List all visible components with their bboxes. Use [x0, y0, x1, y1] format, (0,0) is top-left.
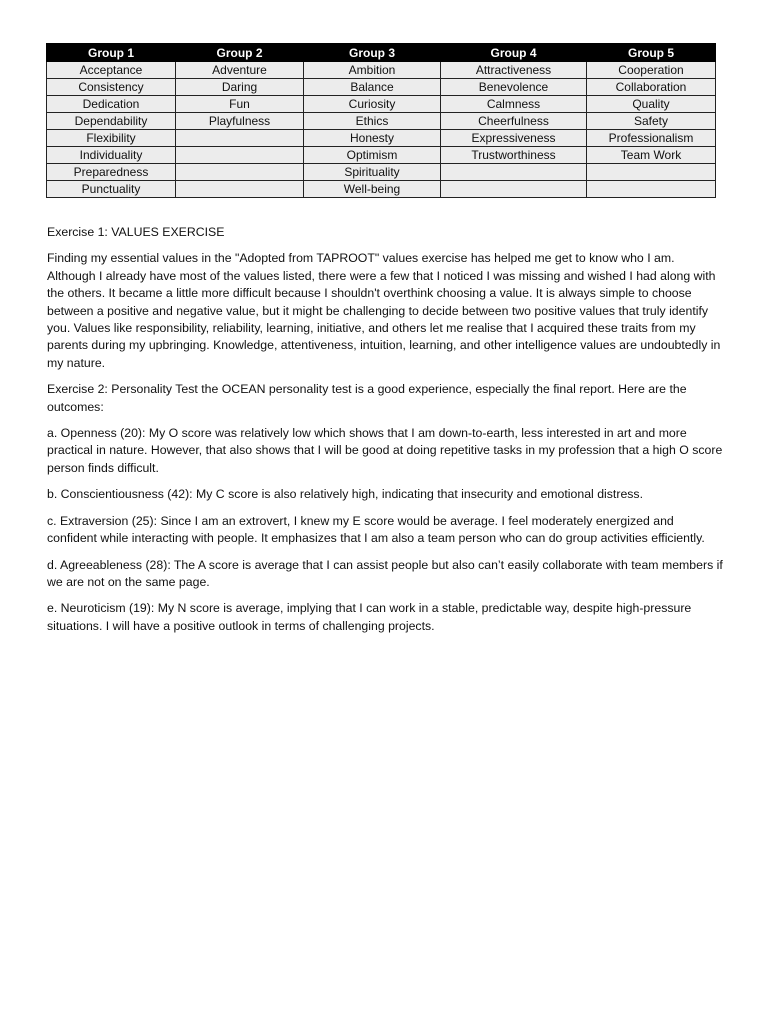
table-cell: Ambition — [304, 62, 441, 79]
table-cell: Fun — [176, 96, 304, 113]
table-cell: Punctuality — [47, 181, 176, 198]
table-cell — [441, 181, 587, 198]
table-cell: Cooperation — [587, 62, 716, 79]
table-cell: Optimism — [304, 147, 441, 164]
table-cell: Well-being — [304, 181, 441, 198]
table-cell: Curiosity — [304, 96, 441, 113]
table-cell: Dependability — [47, 113, 176, 130]
header-group-1: Group 1 — [47, 44, 176, 62]
table-cell — [587, 181, 716, 198]
exercise1-heading: Exercise 1: VALUES EXERCISE — [47, 225, 225, 239]
table-cell: Daring — [176, 79, 304, 96]
document-body — [47, 224, 723, 644]
table-cell: Safety — [587, 113, 716, 130]
table-cell: Attractiveness — [441, 62, 587, 79]
table-row — [47, 79, 716, 96]
table-row — [47, 130, 716, 147]
table-cell — [441, 164, 587, 181]
header-group-2: Group 2 — [176, 44, 304, 62]
table-cell: Dedication — [47, 96, 176, 113]
table-cell: Balance — [304, 79, 441, 96]
table-row — [47, 147, 716, 164]
header-group-3: Group 3 — [304, 44, 441, 62]
table-cell — [176, 130, 304, 147]
header-group-4: Group 4 — [441, 44, 587, 62]
table-cell: Calmness — [441, 96, 587, 113]
conscientiousness-paragraph: b. Conscientiousness (42): My C score is also relatively high, indicating that insecurity and emotional distress. — [47, 487, 643, 502]
table-row — [47, 62, 716, 79]
table-row — [47, 181, 716, 198]
exercise1-paragraph: Finding my essential values in the "Adopted from TAPROOT" values exercise has helped me get to know who I am. Although I already have most of the values listed, there were a few that I noticed I was missing and wished I had along with the others. It became a little more difficult because I shouldn't overthink choosing a value. It is always simple to choose between a positive and negative value, but it might be challenging to decide between two positive values that truly identify you. Values like responsibility, reliability, learning, initiative, and others let me realise that I acquired these traits from my parents during my upbringing. Knowledge, attentiveness, intuition, learning, and other intelligence values are undoubtedly in my nature. — [47, 251, 721, 370]
table-cell: Quality — [587, 96, 716, 113]
header-group-5: Group 5 — [587, 44, 716, 62]
table-cell: Adventure — [176, 62, 304, 79]
table-cell: Professionalism — [587, 130, 716, 147]
table-cell: Benevolence — [441, 79, 587, 96]
table-row — [47, 96, 716, 113]
table-cell: Honesty — [304, 130, 441, 147]
table-cell — [176, 181, 304, 198]
table-cell: Expressiveness — [441, 130, 587, 147]
table-cell: Ethics — [304, 113, 441, 130]
values-table — [46, 43, 716, 198]
table-cell: Trustworthiness — [441, 147, 587, 164]
table-cell: Collaboration — [587, 79, 716, 96]
openness-paragraph: a. Openness (20): My O score was relatively low which shows that I am down-to-earth, less interested in art and more practical in nature. However, that also shows that I will be good at doing repetitive tasks in my profession that a high O score person finds difficult. — [47, 426, 723, 475]
agreeableness-paragraph: d. Agreeableness (28): The A score is average that I can assist people but also can’t easily collaborate with team members if we are not on the same page. — [47, 557, 723, 589]
table-cell: Spirituality — [304, 164, 441, 181]
neuroticism-paragraph: e. Neuroticism (19): My N score is average, implying that I can work in a stable, predictable way, despite high-pressure situations. I will have a positive outlook in terms of challenging projects. — [47, 601, 692, 633]
exercise2-paragraph: Exercise 2: Personality Test the OCEAN personality test is a good experience, especially the final report. Here are the outcomes: — [47, 382, 687, 414]
table-cell: Cheerfulness — [441, 113, 587, 130]
table-cell: Preparedness — [47, 164, 176, 181]
table-cell: Individuality — [47, 147, 176, 164]
table-header-row — [47, 44, 716, 62]
table-cell: Team Work — [587, 147, 716, 164]
table-cell — [587, 164, 716, 181]
extraversion-paragraph: c. Extraversion (25): Since I am an extrovert, I knew my E score would be average. I feel moderately energized and confident while interacting with people. It emphasizes that I am also a team person who can do group activities efficiently. — [47, 513, 705, 546]
table-row — [47, 113, 716, 130]
table-cell — [176, 164, 304, 181]
table-cell: Acceptance — [47, 62, 176, 79]
table-cell: Playfulness — [176, 113, 304, 130]
table-row — [47, 164, 716, 181]
table-cell: Consistency — [47, 79, 176, 96]
table-cell — [176, 147, 304, 164]
table-cell: Flexibility — [47, 130, 176, 147]
